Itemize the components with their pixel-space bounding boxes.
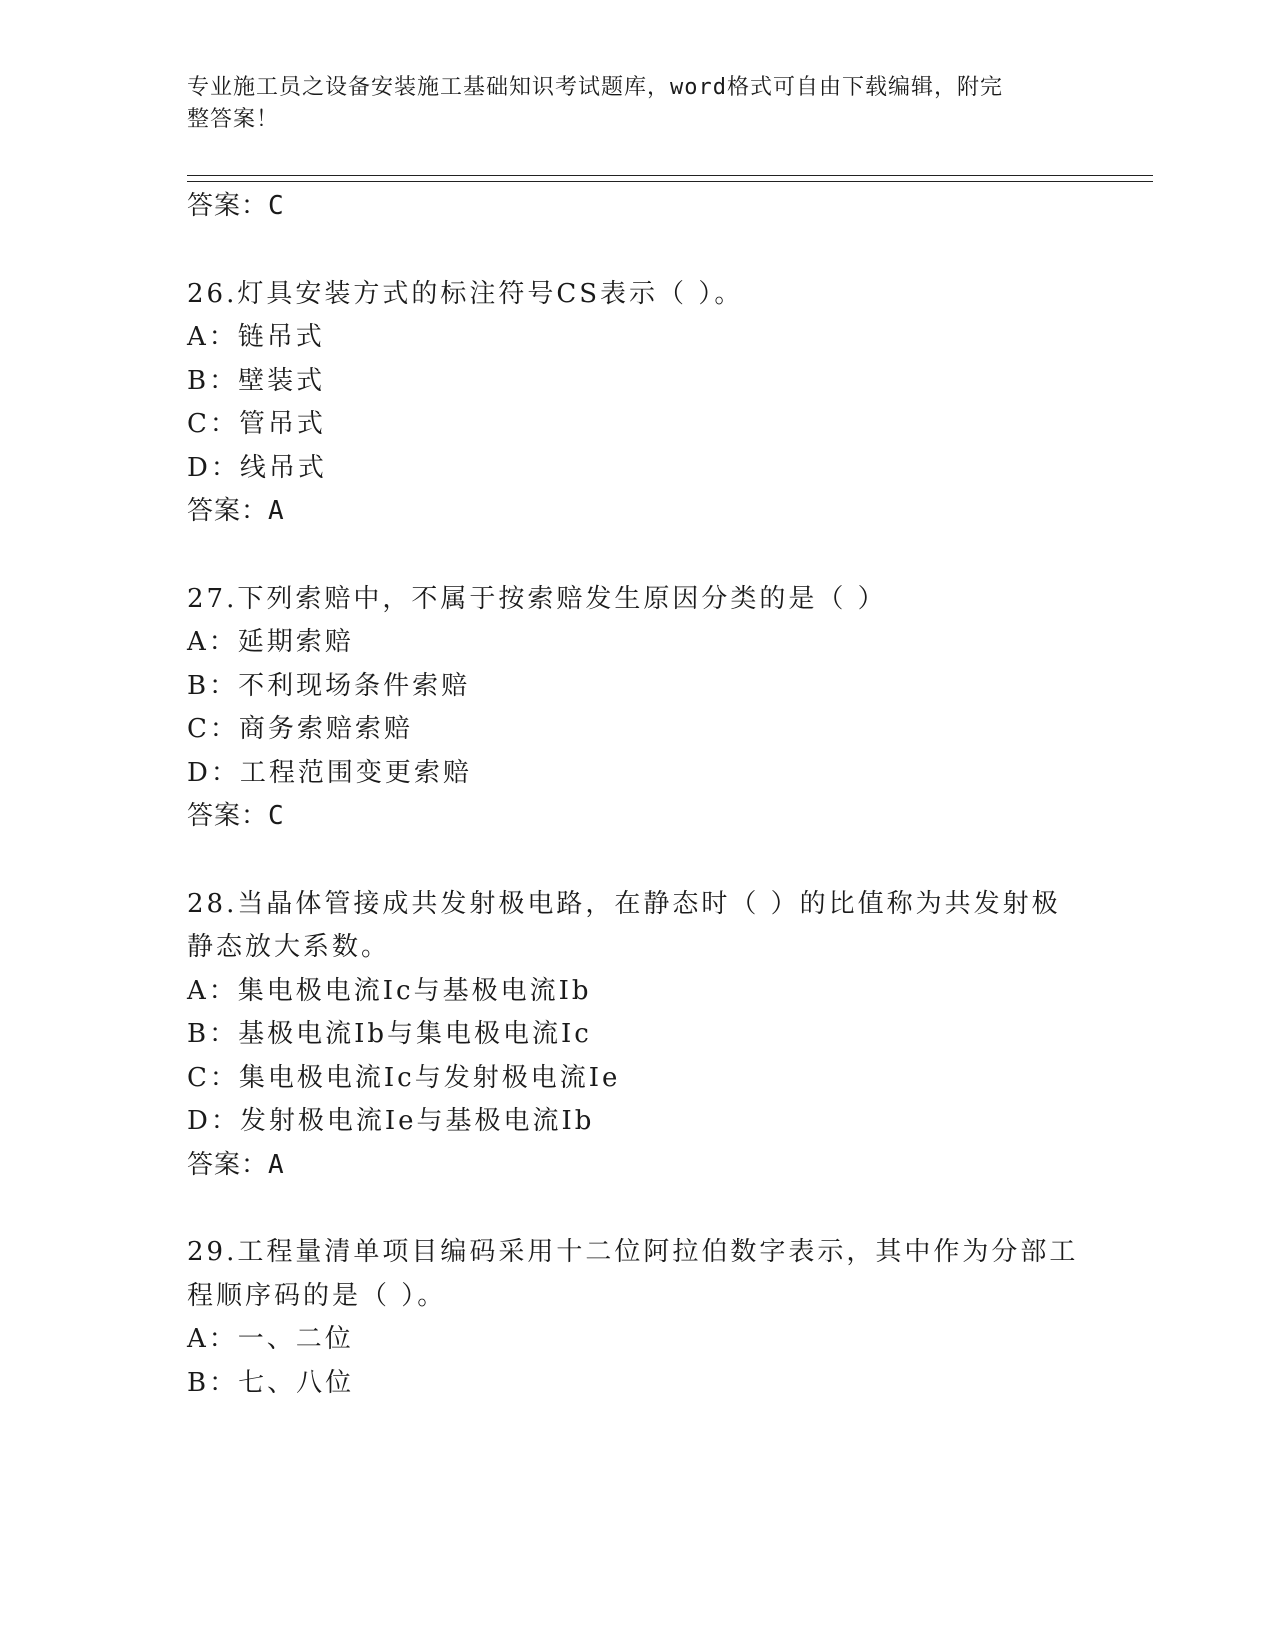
answer-prev: 答案：C [187, 191, 285, 221]
question-29-option-b: B：七、八位 [187, 1368, 355, 1398]
question-29-option-a: A：一、二位 [187, 1324, 354, 1354]
question-26-answer: 答案：A [187, 496, 285, 526]
question-26-option-b: B：壁装式 [187, 366, 326, 396]
question-26-stem: 26.灯具安装方式的标注符号CS表示（ ）。 [187, 279, 744, 309]
question-28-option-a: A：集电极电流Ic与基极电流Ib [187, 976, 592, 1006]
question-27-stem: 27.下列索赔中，不属于按索赔发生原因分类的是（ ） [187, 584, 887, 614]
document-header [187, 72, 1067, 136]
question-26-option-a: A：链吊式 [187, 322, 325, 352]
question-28-stem-line-2: 静态放大系数。 [187, 932, 391, 962]
header-line-1: 专业施工员之设备安装施工基础知识考试题库，word格式可自由下载编辑，附完 [187, 75, 1003, 100]
question-28-option-d: D：发射极电流Ie与基极电流Ib [187, 1106, 595, 1136]
question-26-option-d: D：线吊式 [187, 453, 327, 483]
question-27-option-c: C：商务索赔索赔 [187, 714, 413, 744]
question-29-stem-line-2: 程顺序码的是（ ）。 [187, 1281, 447, 1311]
question-28-answer: 答案：A [187, 1150, 285, 1180]
question-29-stem-line-1: 29.工程量清单项目编码采用十二位阿拉伯数字表示，其中作为分部工 [187, 1237, 1079, 1267]
question-27-option-a: A：延期索赔 [187, 627, 354, 657]
header-line-2: 整答案！ [187, 107, 280, 132]
question-28-option-b: B：基极电流Ib与集电极电流Ic [187, 1019, 592, 1049]
question-27-answer: 答案：C [187, 801, 285, 831]
question-26-option-c: C：管吊式 [187, 409, 326, 439]
question-28-option-c: C：集电极电流Ic与发射极电流Ie [187, 1063, 621, 1093]
question-27-option-d: D：工程范围变更索赔 [187, 758, 472, 788]
question-27-option-b: B：不利现场条件索赔 [187, 671, 471, 701]
header-divider-bottom [187, 181, 1153, 182]
question-28-stem-line-1: 28.当晶体管接成共发射极电路，在静态时（ ）的比值称为共发射极 [187, 889, 1061, 919]
header-divider-top [187, 175, 1153, 176]
